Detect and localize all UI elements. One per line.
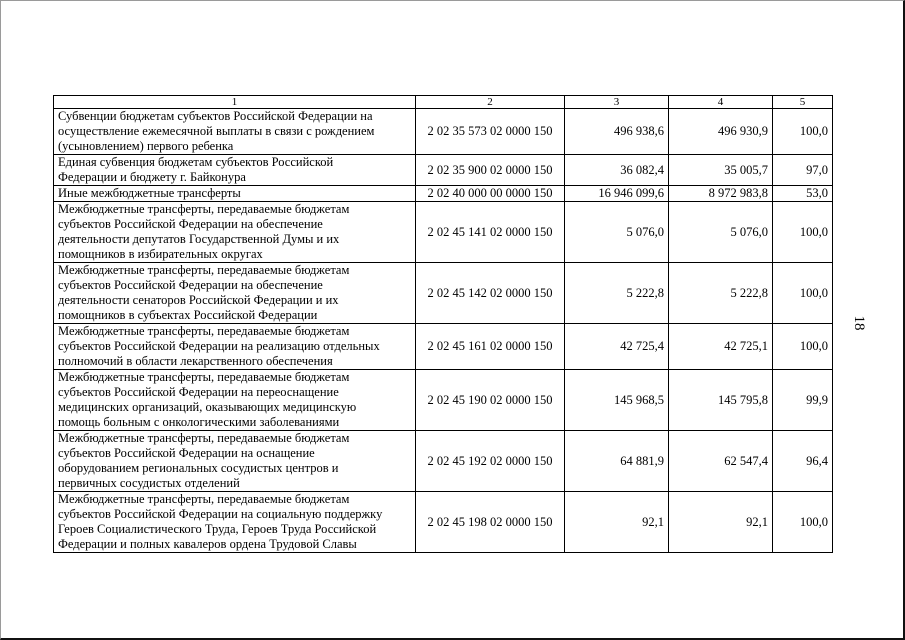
table-row xyxy=(54,263,833,324)
row-value-col4: 8 972 983,8 xyxy=(669,186,773,202)
row-value-col4: 5 222,8 xyxy=(669,263,773,324)
row-value-col3: 64 881,9 xyxy=(565,431,669,492)
row-budget-code: 2 02 45 161 02 0000 150 xyxy=(416,324,565,370)
table-row xyxy=(54,155,833,186)
description-line: Героев Социалистического Труда, Героев Труда Российской xyxy=(58,522,377,536)
description-line: помощников в субъектах Российской Федерации xyxy=(58,308,318,322)
row-value-col4: 35 005,7 xyxy=(669,155,773,186)
description-line: Субвенции бюджетам субъектов Российской Федерации на xyxy=(58,109,373,123)
description-line: субъектов Российской Федерации на оснащение xyxy=(58,446,315,460)
description-line: субъектов Российской Федерации на переоснащение xyxy=(58,385,339,399)
row-value-col4: 92,1 xyxy=(669,492,773,553)
row-budget-code: 2 02 45 198 02 0000 150 xyxy=(416,492,565,553)
row-percent-col5: 100,0 xyxy=(773,324,833,370)
budget-table-body xyxy=(54,96,833,553)
description-line: субъектов Российской Федерации на реализацию отдельных xyxy=(58,339,380,353)
description-line: Межбюджетные трансферты, передаваемые бюджетам xyxy=(58,370,350,384)
table-row xyxy=(54,370,833,431)
table-row xyxy=(54,109,833,155)
description-line: деятельности сенаторов Российской Федерации и их xyxy=(58,293,339,307)
row-description xyxy=(54,263,416,324)
row-description xyxy=(54,324,416,370)
row-percent-col5: 53,0 xyxy=(773,186,833,202)
table-row xyxy=(54,186,833,202)
description-line: субъектов Российской Федерации на социальную поддержку xyxy=(58,507,383,521)
description-line: Единая субвенция бюджетам субъектов Российской xyxy=(58,155,334,169)
column-number-5: 5 xyxy=(773,96,833,109)
description-line: оборудованием региональных сосудистых центров и xyxy=(58,461,339,475)
column-number-4: 4 xyxy=(669,96,773,109)
row-percent-col5: 100,0 xyxy=(773,263,833,324)
row-budget-code: 2 02 45 142 02 0000 150 xyxy=(416,263,565,324)
description-line: осуществление ежемесячной выплаты в связи с рождением xyxy=(58,124,375,138)
row-percent-col5: 100,0 xyxy=(773,109,833,155)
row-value-col4: 42 725,1 xyxy=(669,324,773,370)
row-value-col3: 5 222,8 xyxy=(565,263,669,324)
description-line: субъектов Российской Федерации на обеспечение xyxy=(58,217,323,231)
table-row xyxy=(54,324,833,370)
row-description xyxy=(54,202,416,263)
row-description xyxy=(54,109,416,155)
row-percent-col5: 100,0 xyxy=(773,202,833,263)
row-value-col4: 145 795,8 xyxy=(669,370,773,431)
table-row xyxy=(54,202,833,263)
row-value-col4: 62 547,4 xyxy=(669,431,773,492)
row-budget-code: 2 02 35 573 02 0000 150 xyxy=(416,109,565,155)
row-percent-col5: 97,0 xyxy=(773,155,833,186)
row-value-col3: 145 968,5 xyxy=(565,370,669,431)
description-line: (усыновлением) первого ребенка xyxy=(58,139,234,153)
description-line: Межбюджетные трансферты, передаваемые бюджетам xyxy=(58,492,350,506)
row-value-col3: 16 946 099,6 xyxy=(565,186,669,202)
description-line: Федерации и полных кавалеров ордена Трудовой Славы xyxy=(58,537,357,551)
description-line: Иные межбюджетные трансферты xyxy=(58,186,241,200)
row-value-col3: 42 725,4 xyxy=(565,324,669,370)
row-value-col4: 5 076,0 xyxy=(669,202,773,263)
description-line: помощь больным с онкологическими заболеваниями xyxy=(58,415,340,429)
row-percent-col5: 96,4 xyxy=(773,431,833,492)
description-line: Межбюджетные трансферты, передаваемые бюджетам xyxy=(58,263,350,277)
row-value-col3: 36 082,4 xyxy=(565,155,669,186)
column-number-3: 3 xyxy=(565,96,669,109)
row-budget-code: 2 02 45 190 02 0000 150 xyxy=(416,370,565,431)
row-percent-col5: 100,0 xyxy=(773,492,833,553)
row-description xyxy=(54,186,416,202)
description-line: помощников в избирательных округах xyxy=(58,247,263,261)
description-line: Межбюджетные трансферты, передаваемые бюджетам xyxy=(58,202,350,216)
description-line: Межбюджетные трансферты, передаваемые бюджетам xyxy=(58,324,350,338)
row-value-col3: 92,1 xyxy=(565,492,669,553)
row-value-col4: 496 930,9 xyxy=(669,109,773,155)
row-budget-code: 2 02 40 000 00 0000 150 xyxy=(416,186,565,202)
budget-table xyxy=(53,95,833,553)
row-value-col3: 5 076,0 xyxy=(565,202,669,263)
row-percent-col5: 99,9 xyxy=(773,370,833,431)
column-number-2: 2 xyxy=(416,96,565,109)
row-budget-code: 2 02 45 192 02 0000 150 xyxy=(416,431,565,492)
table-row xyxy=(54,492,833,553)
row-budget-code: 2 02 45 141 02 0000 150 xyxy=(416,202,565,263)
description-line: деятельности депутатов Государственной Думы и их xyxy=(58,232,340,246)
row-value-col3: 496 938,6 xyxy=(565,109,669,155)
row-description xyxy=(54,492,416,553)
description-line: субъектов Российской Федерации на обеспечение xyxy=(58,278,323,292)
row-budget-code: 2 02 35 900 02 0000 150 xyxy=(416,155,565,186)
page-number: 18 xyxy=(851,315,867,331)
description-line: первичных сосудистых отделений xyxy=(58,476,240,490)
row-description xyxy=(54,370,416,431)
description-line: Федерации и бюджету г. Байконура xyxy=(58,170,246,184)
column-number-1: 1 xyxy=(54,96,416,109)
column-number-header-row xyxy=(54,96,833,109)
table-row xyxy=(54,431,833,492)
row-description xyxy=(54,155,416,186)
description-line: медицинских организаций, оказывающих медицинскую xyxy=(58,400,357,414)
description-line: полномочий в области лекарственного обеспечения xyxy=(58,354,333,368)
description-line: Межбюджетные трансферты, передаваемые бюджетам xyxy=(58,431,350,445)
row-description xyxy=(54,431,416,492)
